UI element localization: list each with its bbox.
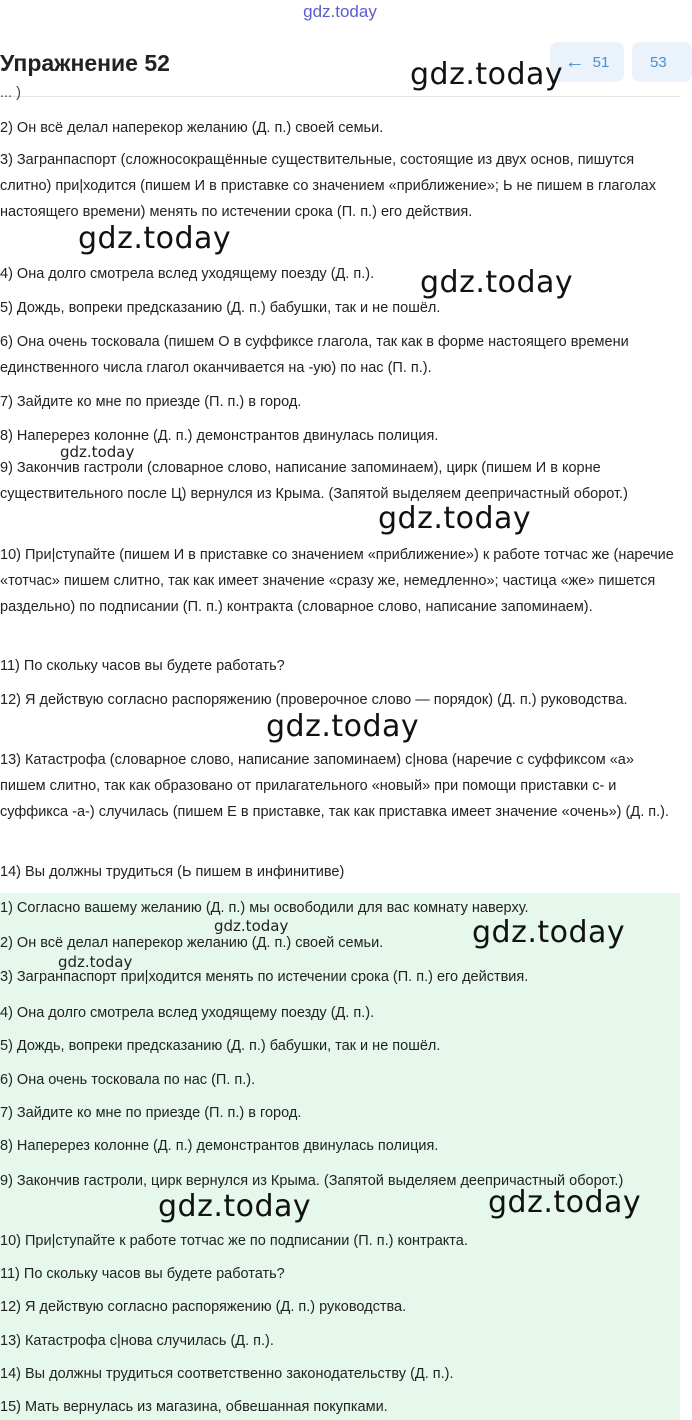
list-item: 10) При|ступайте (пишем И в приставке со значением «приближение») к работе тотчас же (наречие «тотчас» пишем слитно, так как имеет значение «сразу же, немедленно»; частица «же» пишется раздельно) по подписании (П. п.) контракта (словарное слово, написание запоминаем). bbox=[0, 547, 674, 615]
list-item: 1) Согласно вашему желанию (Д. п.) мы освободили для вас комнату наверху. bbox=[0, 900, 529, 916]
list-item: 13) Катастрофа (словарное слово, написание запоминаем) с|нова (наречие с суффиксом «а» пишем слитно, так как образовано от прилагательного «новый» при помощи приставки с- и суффикса -а-) случилась (пишем Е в приставке, так как приставка имеет значение «очень») (Д. п.). bbox=[0, 752, 669, 820]
list-item: 12) Я действую согласно распоряжению (проверочное слово — порядок) (Д. п.) руководства. bbox=[0, 692, 628, 708]
watermark: gdz.today bbox=[266, 709, 420, 744]
list-item: 12) Я действую согласно распоряжению (Д. п.) руководства. bbox=[0, 1299, 407, 1315]
list-item: 2) Он всё делал наперекор желанию (Д. п.) своей семьи. bbox=[0, 120, 384, 136]
list-item: 14) Вы должны трудиться (Ь пишем в инфинитиве) bbox=[0, 864, 345, 880]
prev-exercise-label: 51 bbox=[592, 53, 610, 71]
list-item: 4) Она долго смотрела вслед уходящему поезду (Д. п.). bbox=[0, 266, 375, 282]
watermark: gdz.today bbox=[472, 915, 626, 950]
cut-line: ... ) bbox=[0, 85, 21, 101]
list-item: 2) Он всё делал наперекор желанию (Д. п.) своей семьи. bbox=[0, 935, 384, 951]
list-item: 7) Зайдите ко мне по приезде (П. п.) в город. bbox=[0, 394, 302, 410]
watermark: gdz.today bbox=[378, 501, 532, 536]
next-exercise-label: 53 bbox=[650, 53, 667, 71]
next-exercise-button[interactable] bbox=[632, 42, 692, 82]
watermark: gdz.today bbox=[420, 265, 574, 300]
list-item: 14) Вы должны трудиться соответственно законодательству (Д. п.). bbox=[0, 1366, 454, 1382]
list-item: 9) Закончив гастроли, цирк вернулся из Крыма. (Запятой выделяем деепричастный оборот.) bbox=[0, 1173, 624, 1189]
list-item: 7) Зайдите ко мне по приезде (П. п.) в город. bbox=[0, 1105, 302, 1121]
watermark: gdz.today bbox=[488, 1185, 642, 1220]
list-item: 11) По скольку часов вы будете работать? bbox=[0, 658, 285, 674]
watermark: gdz.today bbox=[410, 57, 564, 92]
list-item: 8) Наперерез колонне (Д. п.) демонстрантов двинулась полиция. bbox=[0, 428, 439, 444]
list-item: 4) Она долго смотрела вслед уходящему поезду (Д. п.). bbox=[0, 1005, 375, 1021]
list-item: 10) При|ступайте к работе тотчас же по подписании (П. п.) контракта. bbox=[0, 1233, 468, 1249]
watermark: gdz.today bbox=[60, 443, 135, 461]
watermark: gdz.today bbox=[78, 221, 232, 256]
list-item: 3) Загранпаспорт при|ходится менять по истечении срока (П. п.) его действия. bbox=[0, 969, 529, 985]
list-item: 13) Катастрофа с|нова случилась (Д. п.). bbox=[0, 1333, 274, 1349]
list-item: 15) Мать вернулась из магазина, обвешанная покупками. bbox=[0, 1399, 388, 1415]
answer-panel bbox=[0, 893, 680, 1420]
list-item: 3) Загранпаспорт (сложносокращённые существительные, состоящие из двух основ, пишутся слитно) при|ходится (пишем И в приставке со значением «приближение»; Ь не пишем в глаголах настоящего времени) менять по истечении срока (П. п.) его действия. bbox=[0, 152, 656, 220]
arrow-left-icon: ← bbox=[564, 51, 585, 73]
list-item: 6) Она очень тосковала по нас (П. п.). bbox=[0, 1072, 256, 1088]
page-title: Упражнение 52 bbox=[0, 50, 170, 76]
site-label[interactable]: gdz.today bbox=[303, 2, 377, 21]
list-item: 11) По скольку часов вы будете работать? bbox=[0, 1266, 285, 1282]
list-item: 6) Она очень тосковала (пишем О в суффиксе глагола, так как в форме настоящего времени единственного числа глагол оканчивается на -ую) по нас (П. п.). bbox=[0, 334, 629, 376]
list-item: 9) Закончив гастроли (словарное слово, написание запоминаем), цирк (пишем И в корне существительного после Ц) вернулся из Крыма. (Запятой выделяем деепричастный оборот.) bbox=[0, 460, 628, 502]
list-item: 5) Дождь, вопреки предсказанию (Д. п.) бабушки, так и не пошёл. bbox=[0, 1038, 441, 1054]
list-item: 5) Дождь, вопреки предсказанию (Д. п.) бабушки, так и не пошёл. bbox=[0, 300, 441, 316]
watermark: gdz.today bbox=[158, 1189, 312, 1224]
exercise-header bbox=[0, 40, 680, 96]
list-item: 8) Наперерез колонне (Д. п.) демонстрантов двинулась полиция. bbox=[0, 1138, 439, 1154]
watermark: gdz.today bbox=[58, 953, 133, 971]
watermark: gdz.today bbox=[214, 917, 289, 935]
